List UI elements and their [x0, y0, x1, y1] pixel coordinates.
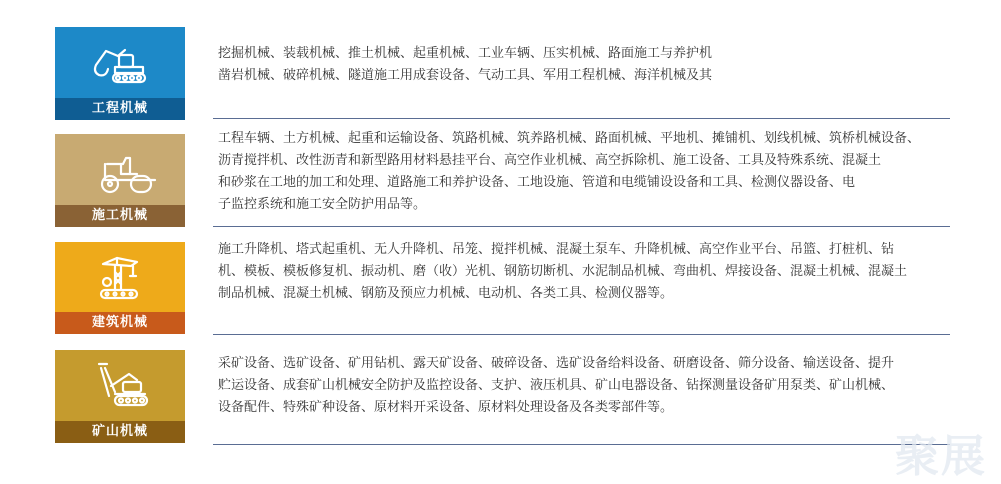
category-description [218, 43, 748, 87]
description-line: 贮运设备、成套矿山机械安全防护及监控设备、支护、液压机具、矿山电器设备、钻探测量设备矿用泵类、矿山机械、 [218, 378, 895, 393]
category-card-top [55, 27, 185, 98]
category-description [218, 353, 953, 419]
description-line: 设备配件、特殊矿种设备、原材料开采设备、原材料处理设备及各类零部件等。 [218, 400, 674, 415]
category-description [218, 239, 953, 305]
category-card-top [55, 134, 185, 205]
category-label: 施工机械 [55, 205, 185, 227]
description-line: 采矿设备、选矿设备、矿用钻机、露天矿设备、破碎设备、选矿设备给料设备、研磨设备、筛分设备、输送设备、提升 [218, 356, 895, 371]
description-line: 制品机械、混凝土机械、钢筋及预应力机械、电动机、各类工具、检测仪器等。 [218, 286, 674, 301]
category-card-building [55, 242, 185, 334]
divider [213, 118, 950, 119]
divider [213, 444, 950, 445]
category-card-construction [55, 134, 185, 227]
description-line: 机、模板、模板修复机、振动机、磨（收）光机、钢筋切断机、水泥制品机械、弯曲机、焊接设备、混凝土机械、混凝土 [218, 264, 908, 279]
category-card-top [55, 350, 185, 421]
category-label: 矿山机械 [55, 421, 185, 443]
description-line: 沥青搅拌机、改性沥青和新型路用材料悬挂平台、高空作业机械、高空拆除机、施工设备、工具及特殊系统、混凝土 [218, 153, 882, 168]
watermark: 聚展 [895, 431, 987, 482]
description-line: 子监控系统和施工安全防护用品等。 [218, 197, 427, 212]
description-line: 和砂浆在工地的加工和处理、道路施工和养护设备、工地设施、管道和电缆铺设设备和工具、检测仪器设备、电 [218, 175, 856, 190]
divider [213, 334, 950, 335]
category-label: 建筑机械 [55, 312, 185, 334]
category-description [218, 128, 953, 216]
category-card-top [55, 242, 185, 312]
category-label: 工程机械 [55, 98, 185, 120]
divider [213, 226, 950, 227]
description-line: 工程车辆、土方机械、起重和运输设备、筑路机械、筑养路机械、路面机械、平地机、摊铺机、划线机械、筑桥机械设备、 [218, 131, 921, 146]
description-line: 凿岩机械、破碎机械、隧道施工用成套设备、气动工具、军用工程机械、海洋机械及其 [218, 68, 713, 83]
category-card-mining [55, 350, 185, 443]
category-card-engineering [55, 27, 185, 120]
description-line: 施工升降机、塔式起重机、无人升降机、吊笼、搅拌机械、混凝土泵车、升降机械、高空作业平台、吊篮、打桩机、钻 [218, 242, 895, 257]
description-line: 挖掘机械、装载机械、推土机械、起重机械、工业车辆、压实机械、路面施工与养护机 [218, 46, 713, 61]
